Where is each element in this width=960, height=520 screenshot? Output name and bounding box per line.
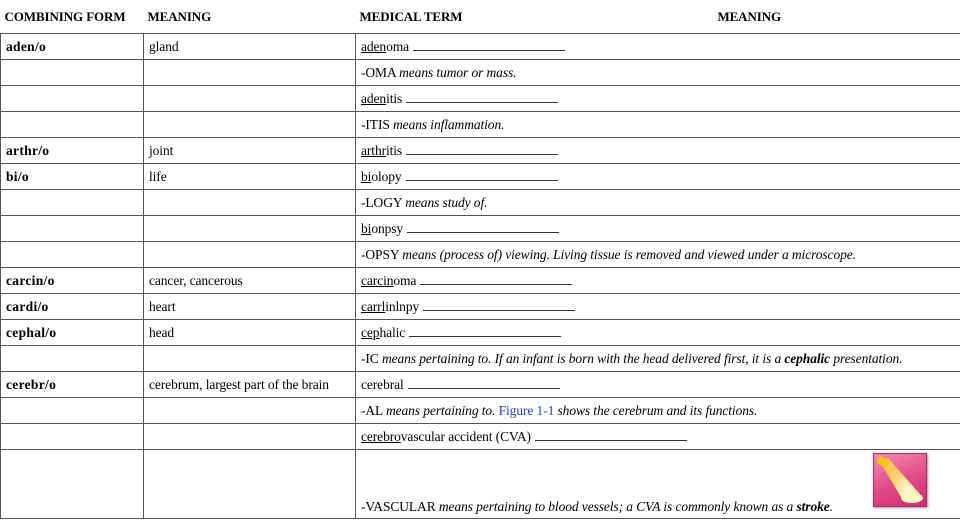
medical-term-cell xyxy=(356,268,960,294)
medical-term-cell xyxy=(356,138,960,164)
table-row xyxy=(1,268,960,294)
term-text: -VASCULAR xyxy=(361,499,439,514)
meaning-cell xyxy=(144,216,356,242)
answer-blank[interactable] xyxy=(406,90,558,103)
term-text: stroke xyxy=(796,499,830,514)
table-row xyxy=(1,112,960,138)
term-text: inlnpy xyxy=(385,299,420,314)
combining-form-cell xyxy=(1,242,144,268)
combining-form-cell xyxy=(1,190,144,216)
table-row xyxy=(1,34,960,60)
medical-term-cell xyxy=(356,34,960,60)
medical-term-cell xyxy=(356,60,960,86)
term-text: vascular accident (CVA) xyxy=(400,429,531,444)
meaning-cell xyxy=(144,450,356,519)
term-text: oma xyxy=(393,273,417,288)
term-text: -OMA xyxy=(361,64,400,80)
term-text: oma xyxy=(386,39,410,54)
answer-blank[interactable] xyxy=(409,324,561,337)
table-row xyxy=(1,398,960,424)
meaning-cell xyxy=(144,346,356,372)
term-text: means pertaining to blood vessels; a CVA is commonly known as a xyxy=(438,499,797,514)
header-medical-term: MEDICAL TERM xyxy=(359,8,463,24)
figure-link[interactable]: Figure 1-1 xyxy=(498,402,555,418)
combining-form-cell: cephal/o xyxy=(1,320,144,346)
table-row xyxy=(1,424,960,450)
word-root: carcin xyxy=(361,273,394,288)
meaning-cell: cancer, cancerous xyxy=(144,268,356,294)
table-row xyxy=(1,346,960,372)
header-row xyxy=(1,0,960,34)
answer-blank[interactable] xyxy=(413,38,565,51)
table-row xyxy=(1,60,960,86)
term-text: means pertaining to. xyxy=(385,402,499,418)
medical-term-cell xyxy=(356,320,960,346)
term-text: means pertaining to. If an infant is born with the head delivered first, it is a xyxy=(381,350,785,366)
header-meaning: MEANING xyxy=(147,8,212,24)
word-root: cerebro xyxy=(361,429,401,444)
medical-term-cell xyxy=(356,346,960,372)
combining-form-cell xyxy=(1,60,144,86)
table-row xyxy=(1,86,960,112)
table-row xyxy=(1,138,960,164)
header-meaning-2: MEANING xyxy=(717,8,782,24)
term-text: means inflammation. xyxy=(393,116,505,132)
meaning-cell: head xyxy=(144,320,356,346)
header-combining-form: COMBINING FORM xyxy=(4,8,126,24)
table-row xyxy=(1,216,960,242)
term-text: onpsy xyxy=(371,221,404,236)
meaning-cell: cerebrum, largest part of the brain xyxy=(144,372,356,398)
spotlight-icon[interactable] xyxy=(873,453,927,507)
table-row xyxy=(1,190,960,216)
answer-blank[interactable] xyxy=(420,272,572,285)
term-text: means (process of) viewing. Living tissue is removed and viewed under a microscope. xyxy=(402,246,856,262)
word-root: arthr xyxy=(361,143,386,158)
term-text: . xyxy=(829,499,833,514)
medical-term-cell xyxy=(356,216,960,242)
combining-form-cell: arthr/o xyxy=(1,138,144,164)
combining-form-cell xyxy=(1,216,144,242)
term-text: means tumor or mass. xyxy=(399,64,517,80)
table-row xyxy=(1,164,960,190)
medical-term-cell xyxy=(356,398,960,424)
combining-form-cell xyxy=(1,450,144,519)
term-text: cephalic xyxy=(784,350,831,366)
word-root: aden xyxy=(361,39,387,54)
table-row xyxy=(1,450,960,519)
medical-term-cell xyxy=(356,242,960,268)
meaning-cell: life xyxy=(144,164,356,190)
medical-term-cell xyxy=(356,190,960,216)
term-text: presentation. xyxy=(830,350,903,366)
term-text: cerebral xyxy=(361,377,404,392)
term-text: -ITIS xyxy=(361,116,394,132)
meaning-cell xyxy=(144,86,356,112)
combining-form-cell: cardi/o xyxy=(1,294,144,320)
table-row xyxy=(1,320,960,346)
table-row xyxy=(1,372,960,398)
header-medical-term-meaning xyxy=(356,0,960,34)
answer-blank[interactable] xyxy=(423,298,575,311)
term-text: halic xyxy=(379,325,406,340)
combining-form-cell: cerebr/o xyxy=(1,372,144,398)
meaning-cell xyxy=(144,60,356,86)
word-root: carrl xyxy=(361,299,386,314)
medical-term-cell xyxy=(356,164,960,190)
table-row xyxy=(1,242,960,268)
medical-term-cell xyxy=(356,424,960,450)
table-body xyxy=(1,34,960,519)
term-text: -LOGY xyxy=(361,194,406,210)
table-row xyxy=(1,294,960,320)
term-text: olopy xyxy=(371,169,402,184)
word-root: cep xyxy=(361,325,380,340)
meaning-cell xyxy=(144,112,356,138)
meaning-cell xyxy=(144,424,356,450)
combining-form-cell xyxy=(1,398,144,424)
word-root: aden xyxy=(361,91,387,106)
combining-form-cell: carcin/o xyxy=(1,268,144,294)
medical-term-cell xyxy=(356,372,960,398)
term-text: -IC xyxy=(361,350,382,366)
meaning-cell: heart xyxy=(144,294,356,320)
meaning-cell xyxy=(144,242,356,268)
answer-blank[interactable] xyxy=(406,142,558,155)
term-text: -AL xyxy=(361,402,386,418)
term-text: itis xyxy=(386,91,403,106)
combining-form-cell xyxy=(1,112,144,138)
term-text: -OPSY xyxy=(361,246,403,262)
combining-form-cell xyxy=(1,424,144,450)
answer-blank[interactable] xyxy=(406,168,558,181)
combining-form-cell: bi/o xyxy=(1,164,144,190)
combining-form-cell xyxy=(1,346,144,372)
meaning-cell xyxy=(144,398,356,424)
answer-blank[interactable] xyxy=(407,220,559,233)
medical-term-cell xyxy=(356,86,960,112)
meaning-cell xyxy=(144,190,356,216)
medical-term-cell xyxy=(356,112,960,138)
meaning-cell: joint xyxy=(144,138,356,164)
combining-form-cell: aden/o xyxy=(1,34,144,60)
medical-term-cell xyxy=(356,294,960,320)
term-text: itis xyxy=(385,143,403,158)
term-text: shows the cerebrum and its functions. xyxy=(554,402,758,418)
word-root: bi xyxy=(361,169,372,184)
medical-term-cell xyxy=(356,450,960,519)
answer-blank[interactable] xyxy=(408,376,560,389)
term-text: means study of. xyxy=(405,194,488,210)
meaning-cell: gland xyxy=(144,34,356,60)
word-root: bi xyxy=(361,221,372,236)
answer-blank[interactable] xyxy=(535,428,687,441)
combining-form-cell xyxy=(1,86,144,112)
